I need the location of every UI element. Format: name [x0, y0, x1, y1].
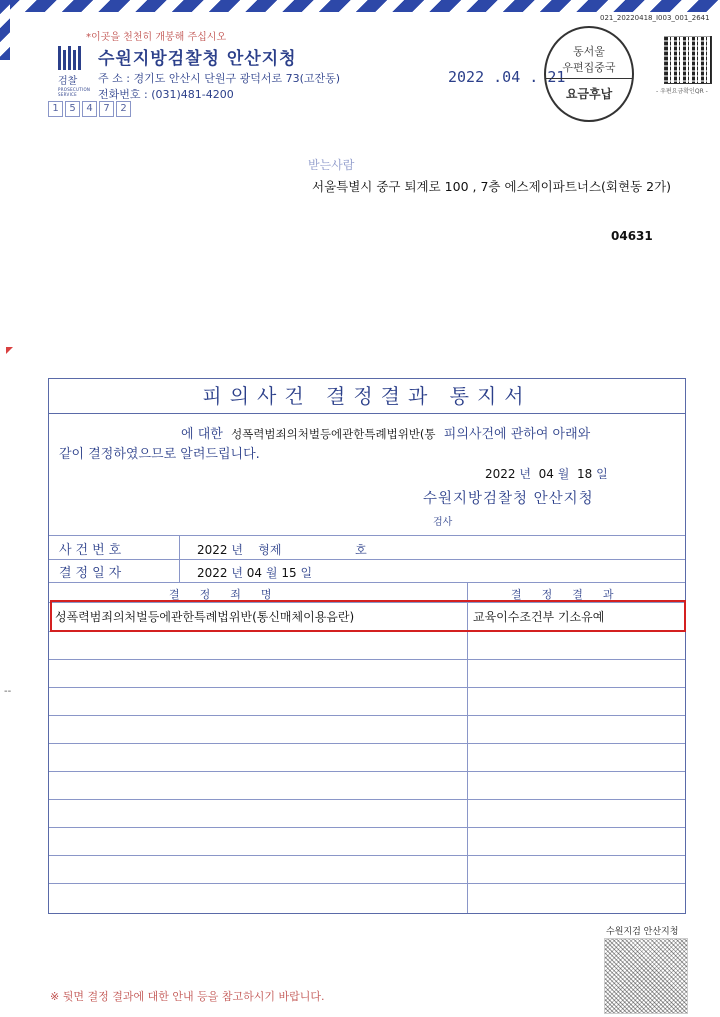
charge-name: 성폭력범죄의처벌등에관한특례법위반(통	[231, 427, 436, 441]
date-stamp: 2022 .04 . 21	[448, 68, 566, 86]
postmark-line3: 요금후납	[565, 87, 613, 101]
prosecution-logo	[58, 46, 91, 97]
intro-suffix: 피의사건에 관하여 아래와	[443, 427, 591, 442]
sender-phone: 전화번호 : (031)481-4200	[98, 88, 234, 101]
postmark-line1: 동서울	[573, 45, 605, 58]
issue-day: 18	[576, 467, 593, 481]
serial-number: 021_20220418_I003_001_2641	[600, 14, 710, 22]
sender-office: 수원지방검찰청 안산지청	[98, 49, 297, 69]
zip-digit: 2	[116, 101, 131, 117]
case-year-unit: 년	[231, 543, 243, 557]
open-notice: *이곳을 천천히 개봉해 주십시오	[86, 32, 227, 43]
column-header-result: 결정결과	[511, 588, 634, 601]
decision-day-unit: 일	[300, 566, 313, 580]
logo-text: 검찰	[58, 76, 78, 87]
highlight-box	[50, 600, 686, 632]
day-unit: 일	[596, 467, 608, 481]
qr-code-overlay	[664, 36, 710, 82]
logo-subtext: PROSECUTION SERVICE	[58, 87, 91, 97]
month-unit: 월	[557, 467, 570, 481]
airmail-border	[0, 0, 720, 12]
case-number-label: 사건번호	[59, 543, 126, 558]
prosecutor-label: 검사	[433, 517, 453, 528]
notice-document	[48, 378, 686, 914]
case-year: 2022	[197, 543, 228, 557]
recipient-address: 서울특별시 중구 퇴계로 100 , 7층 에스제이파트너스(회현동 2가)	[312, 179, 672, 194]
fold-dash: --	[4, 686, 12, 697]
issuer: 수원지방검찰청 안산지청	[423, 491, 594, 507]
case-number-value	[197, 541, 367, 558]
decision-date-label: 결정일자	[59, 566, 126, 581]
seal-label: 수원지검 안산지청	[606, 927, 679, 937]
decision-date-value	[197, 564, 312, 581]
document-title: 피의사건 결정결과 통지서	[49, 379, 685, 414]
decision-year-unit: 년	[231, 566, 243, 580]
decision-day: 15	[281, 566, 297, 580]
qr-caption: - 우편요금확인QR -	[656, 88, 708, 95]
postmark	[544, 26, 634, 122]
decision-month: 04	[246, 566, 263, 580]
issue-date	[485, 465, 608, 482]
airmail-border-left	[0, 0, 10, 60]
intro-prefix: 에 대한	[181, 427, 223, 442]
zip-digit: 5	[65, 101, 80, 117]
seal-code-icon	[604, 938, 688, 1014]
postmark-line2: 우편집중국	[562, 61, 616, 74]
decision-crime: 성폭력범죄의처벌등에관한특례법위반(통신매체이용음란)	[55, 610, 355, 624]
sender-zip	[48, 101, 131, 117]
issue-year: 2022	[485, 467, 516, 481]
sender-address: 주 소 : 경기도 안산시 단원구 광덕서로 73(고잔동)	[98, 72, 341, 85]
footer-note: ※ 뒷면 결정 결과에 대한 안내 등을 참고하시기 바랍니다.	[50, 990, 325, 1003]
recipient-zip: 04631	[611, 229, 653, 243]
case-type: 형제	[258, 543, 282, 557]
decision-result: 교육이수조건부 기소유예	[473, 610, 605, 624]
case-no-unit: 호	[355, 543, 367, 557]
intro-line1	[181, 423, 590, 442]
zip-digit: 4	[82, 101, 97, 117]
recipient-label: 받는사람	[308, 158, 355, 172]
zip-digit: 7	[99, 101, 114, 117]
year-unit: 년	[519, 467, 531, 481]
column-header-crime: 결정죄명	[169, 588, 292, 601]
decision-year: 2022	[197, 566, 228, 580]
fold-mark	[6, 347, 13, 354]
zip-digit: 1	[48, 101, 63, 117]
issue-month: 04	[538, 467, 554, 481]
intro-line2: 같이 결정하였으므로 알려드립니다.	[59, 447, 260, 462]
decision-month-unit: 월	[265, 566, 278, 580]
